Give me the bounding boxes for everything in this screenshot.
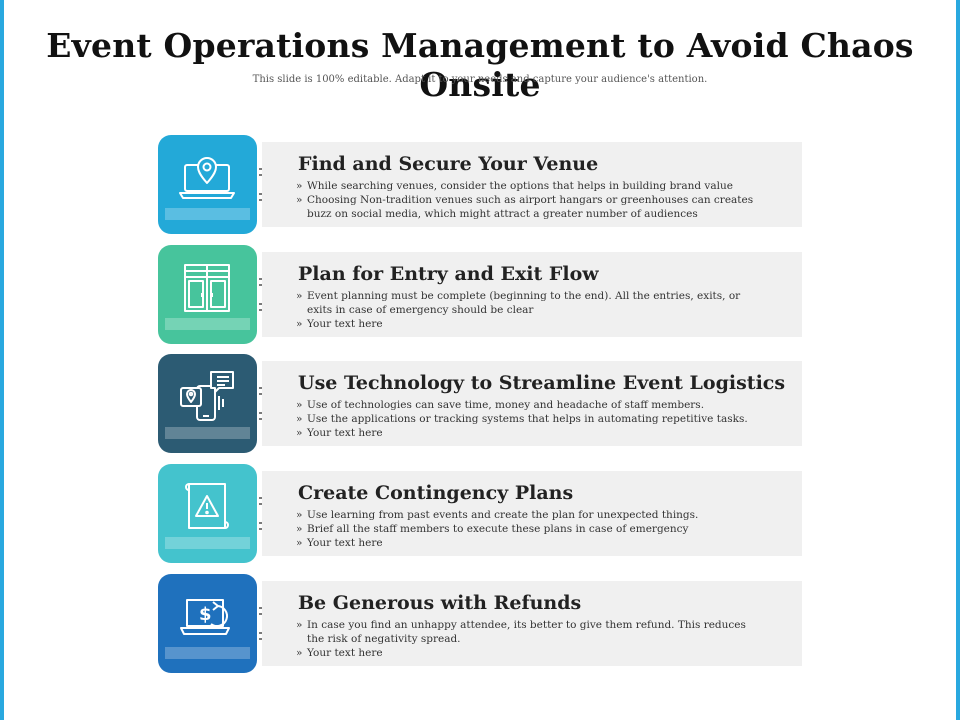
- item-heading: Use Technology to Streamline Event Logistics: [298, 372, 786, 394]
- svg-text:$: $: [199, 604, 212, 625]
- item-panel: [262, 252, 802, 337]
- item-bullets: [296, 618, 756, 660]
- item-bullets: [296, 508, 756, 550]
- phone-chat-technology-icon: [177, 366, 237, 426]
- bullet-text: » Your text here: [296, 317, 756, 331]
- bullet-text: » Use the applications or tracking systems that helps in automating repetitive tasks.: [296, 412, 756, 426]
- item-row-contingency: [158, 464, 803, 564]
- double-door-icon: [177, 257, 237, 317]
- item-panel: [262, 361, 802, 446]
- item-row-entry-exit: [158, 245, 803, 345]
- item-row-venue: [158, 135, 803, 235]
- item-tile: [158, 354, 257, 453]
- item-tile: [158, 574, 257, 673]
- item-heading: Find and Secure Your Venue: [298, 153, 599, 175]
- item-heading: Plan for Entry and Exit Flow: [298, 263, 599, 285]
- laptop-refund-dollar-icon: [177, 586, 237, 646]
- slide-title: Event Operations Management to Avoid Chaos Onsite: [46, 26, 914, 104]
- bullet-text: » Event planning must be complete (beginning to the end). All the entries, exits, or exits in case of emergency should be clear: [296, 289, 756, 317]
- tile-band: [165, 318, 250, 330]
- bullet-text: » Choosing Non-tradition venues such as airport hangars or greenhouses can creates buzz on social media, which might attract a greater number of audiences: [296, 193, 756, 221]
- item-row-technology: [158, 354, 803, 454]
- tile-band: [165, 537, 250, 549]
- laptop-location-pin-icon: [177, 147, 237, 207]
- bullet-text: » In case you find an unhappy attendee, its better to give them refund. This reduces the risk of negativity spread.: [296, 618, 756, 646]
- bullet-text: » Use learning from past events and create the plan for unexpected things.: [296, 508, 756, 522]
- item-row-refunds: [158, 574, 803, 674]
- bullet-text: » Your text here: [296, 426, 756, 440]
- bullet-text: » While searching venues, consider the options that helps in building brand value: [296, 179, 756, 193]
- bullet-text: » Brief all the staff members to execute these plans in case of emergency: [296, 522, 756, 536]
- item-panel: [262, 471, 802, 556]
- warning-document-icon: [177, 476, 237, 536]
- bullet-text: » Your text here: [296, 646, 756, 660]
- item-bullets: [296, 289, 756, 331]
- item-panel: [262, 142, 802, 227]
- item-heading: Create Contingency Plans: [298, 482, 574, 504]
- tile-band: [165, 647, 250, 659]
- bullet-text: » Your text here: [296, 536, 756, 550]
- item-tile: [158, 135, 257, 234]
- item-bullets: [296, 179, 756, 221]
- tile-band: [165, 427, 250, 439]
- item-panel: [262, 581, 802, 666]
- tile-band: [165, 208, 250, 220]
- item-heading: Be Generous with Refunds: [298, 592, 582, 614]
- bullet-text: » Use of technologies can save time, money and headache of staff members.: [296, 398, 756, 412]
- slide-subtitle: This slide is 100% editable. Adapt it to your needs and capture your audience's attention.: [252, 74, 708, 85]
- item-tile: [158, 245, 257, 344]
- item-bullets: [296, 398, 756, 440]
- item-tile: [158, 464, 257, 563]
